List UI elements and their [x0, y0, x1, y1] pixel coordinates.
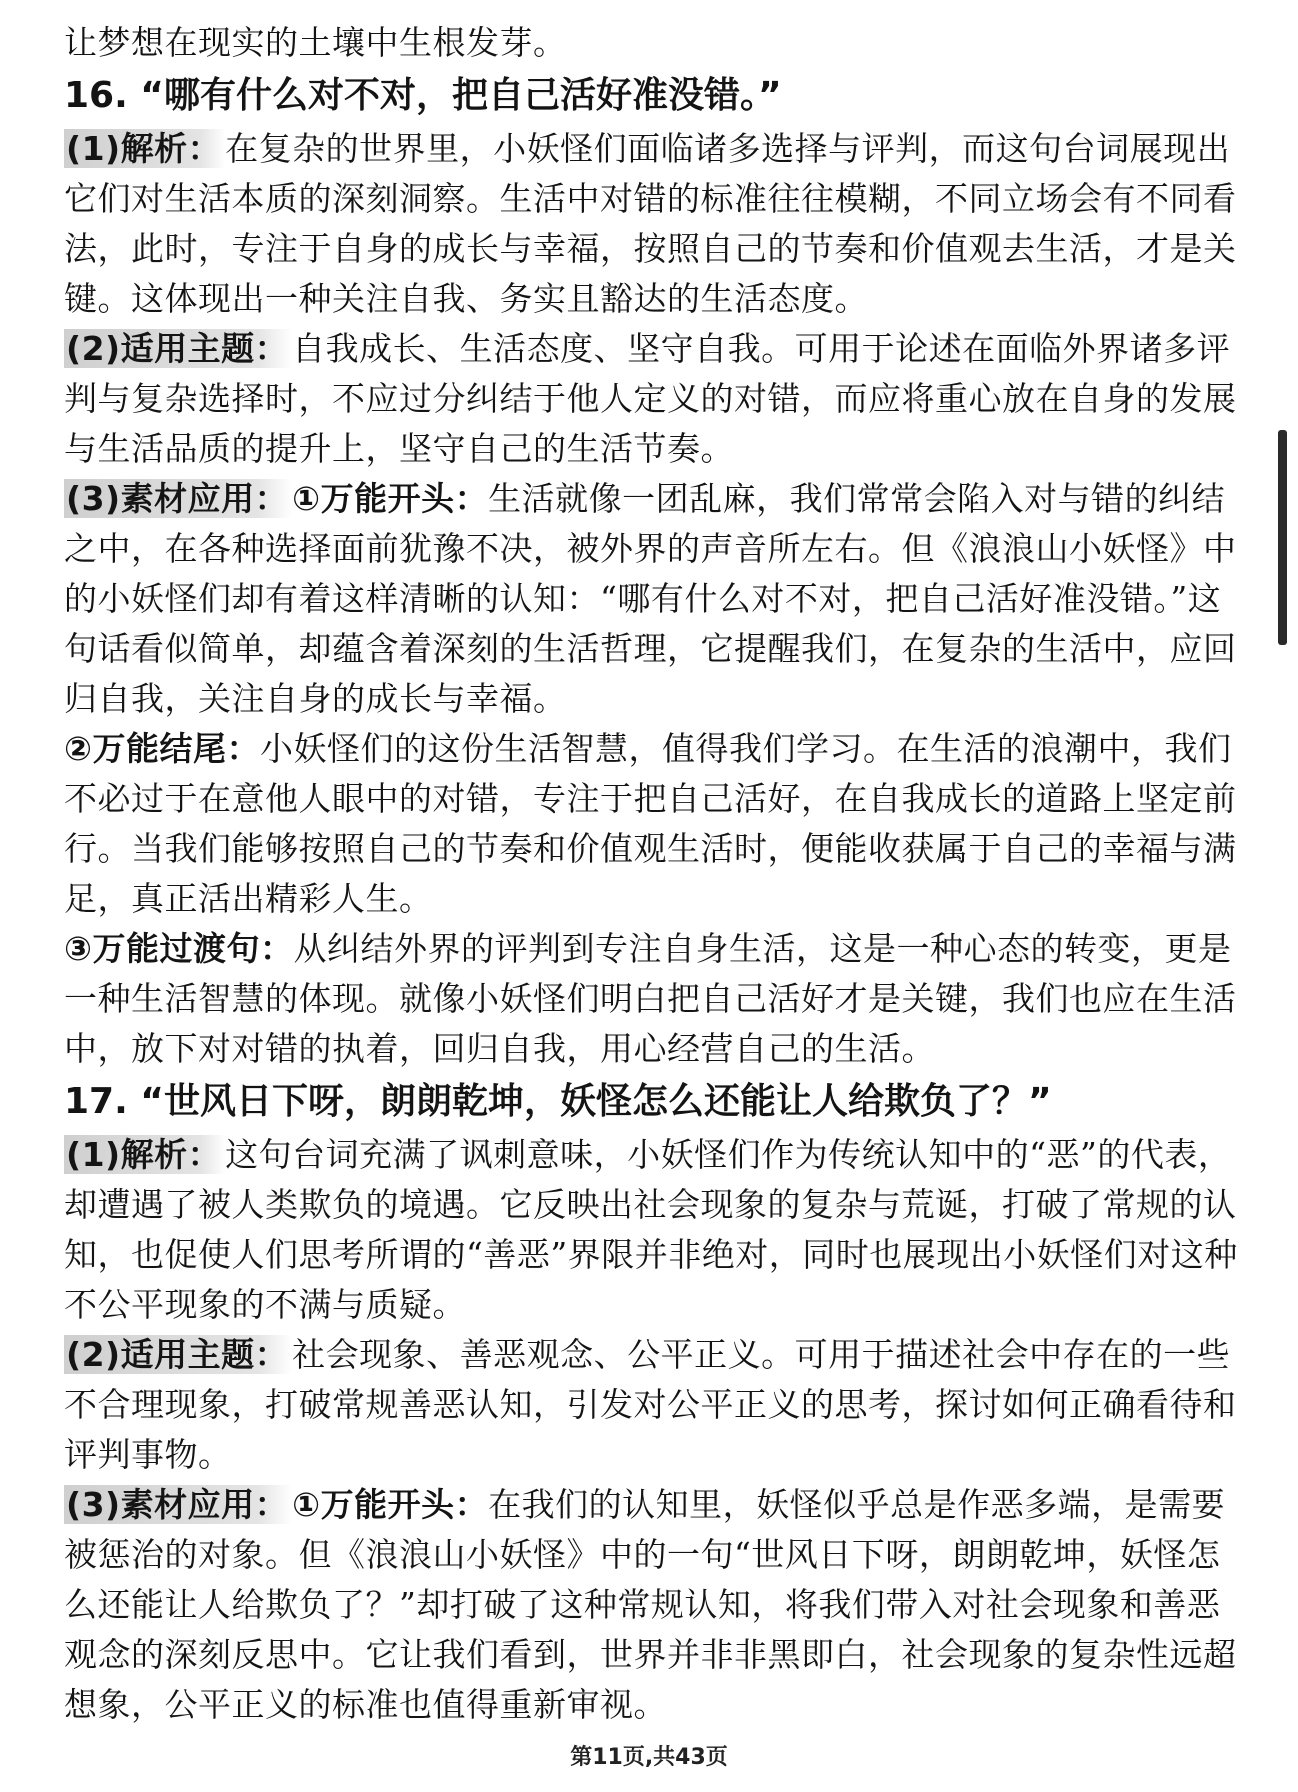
ending-label: ②万能结尾： — [64, 729, 260, 768]
theme-text: 社会现象、善恶观念、公平正义。可用于描述社会中存在的一些不合理现象，打破常规善恶认知，引发对公平正义的思考，探讨如何正确看待和评判事物。 — [64, 1335, 1237, 1474]
theme-paragraph — [64, 1330, 1244, 1480]
theme-text: 自我成长、生活态度、坚守自我。可用于论述在面临外界诸多评判与复杂选择时，不应过分纠结于他人定义的对错，而应将重心放在自身的发展与生活品质的提升上，坚守自己的生活节奏。 — [64, 329, 1237, 468]
section-17 — [64, 1074, 1244, 1730]
opening-paragraph — [64, 1480, 1244, 1730]
ending-text: 小妖怪们的这份生活智慧，值得我们学习。在生活的浪潮中，我们不必过于在意他人眼中的对错，专注于把自己活好，在自我成长的道路上坚定前行。当我们能够按照自己的节奏和价值观生活时，便能收获属于自己的幸福与满足，真正活出精彩人生。 — [64, 729, 1237, 918]
opening-text: 生活就像一团乱麻，我们常常会陷入对与错的纠结之中，在各种选择面前犹豫不决，被外界的声音所左右。但《浪浪山小妖怪》中的小妖怪们却有着这样清晰的认知：“哪有什么对不对，把自己活好准没错。”这句话看似简单，却蕴含着深刻的生活哲理，它提醒我们，在复杂的生活中，应回归自我，关注自身的成长与幸福。 — [64, 479, 1237, 718]
transition-paragraph — [64, 924, 1244, 1074]
document-page — [64, 18, 1244, 1730]
section-heading: 16. “哪有什么对不对，把自己活好准没错。” — [64, 75, 782, 116]
page-number: 第11页,共43页 — [570, 1745, 728, 1770]
opening-text: 在我们的认知里，妖怪似乎总是作恶多端，是需要被惩治的对象。但《浪浪山小妖怪》中的一句“世风日下呀，朗朗乾坤，妖怪怎么还能让人给欺负了？”却打破了这种常规认知，将我们带入对社会现象和善恶观念的深刻反思中。它让我们看到，世界并非非黑即白，社会现象的复杂性远超想象，公平正义的标准也值得重新审视。 — [64, 1485, 1237, 1724]
ending-paragraph — [64, 724, 1244, 924]
apply-tag: (3)素材应用： — [64, 1485, 292, 1524]
section-16 — [64, 68, 1244, 1074]
analysis-paragraph — [64, 124, 1244, 324]
analysis-tag: (1)解析： — [64, 129, 225, 168]
opening-paragraph — [64, 474, 1244, 724]
intro-line: 让梦想在现实的土壤中生根发芽。 — [64, 23, 567, 62]
section-heading: 17. “世风日下呀，朗朗乾坤，妖怪怎么还能让人给欺负了？” — [64, 1081, 1052, 1122]
theme-tag: (2)适用主题： — [64, 1335, 292, 1374]
opening-label: ①万能开头： — [292, 479, 489, 518]
opening-label: ①万能开头： — [292, 1485, 489, 1524]
scrollbar-thumb[interactable] — [1278, 430, 1287, 645]
theme-paragraph — [64, 324, 1244, 474]
theme-tag: (2)适用主题： — [64, 329, 292, 368]
analysis-text: 在复杂的世界里，小妖怪们面临诸多选择与评判，而这句台词展现出它们对生活本质的深刻洞察。生活中对错的标准往往模糊，不同立场会有不同看法，此时，专注于自身的成长与幸福，按照自己的节奏和价值观去生活，才是关键。这体现出一种关注自我、务实且豁达的生活态度。 — [64, 129, 1237, 318]
analysis-paragraph — [64, 1130, 1244, 1330]
apply-tag: (3)素材应用： — [64, 479, 292, 518]
analysis-tag: (1)解析： — [64, 1135, 225, 1174]
transition-label: ③万能过渡句： — [64, 929, 294, 968]
transition-text: 从纠结外界的评判到专注自身生活，这是一种心态的转变，更是一种生活智慧的体现。就像小妖怪们明白把自己活好才是关键，我们也应在生活中，放下对对错的执着，回归自我，用心经营自己的生活。 — [64, 929, 1237, 1068]
analysis-text: 这句台词充满了讽刺意味，小妖怪们作为传统认知中的“恶”的代表，却遭遇了被人类欺负的境遇。它反映出社会现象的复杂与荒诞，打破了常规的认知，也促使人们思考所谓的“善恶”界限并非绝对，同时也展现出小妖怪们对这种不公平现象的不满与质疑。 — [64, 1135, 1238, 1324]
